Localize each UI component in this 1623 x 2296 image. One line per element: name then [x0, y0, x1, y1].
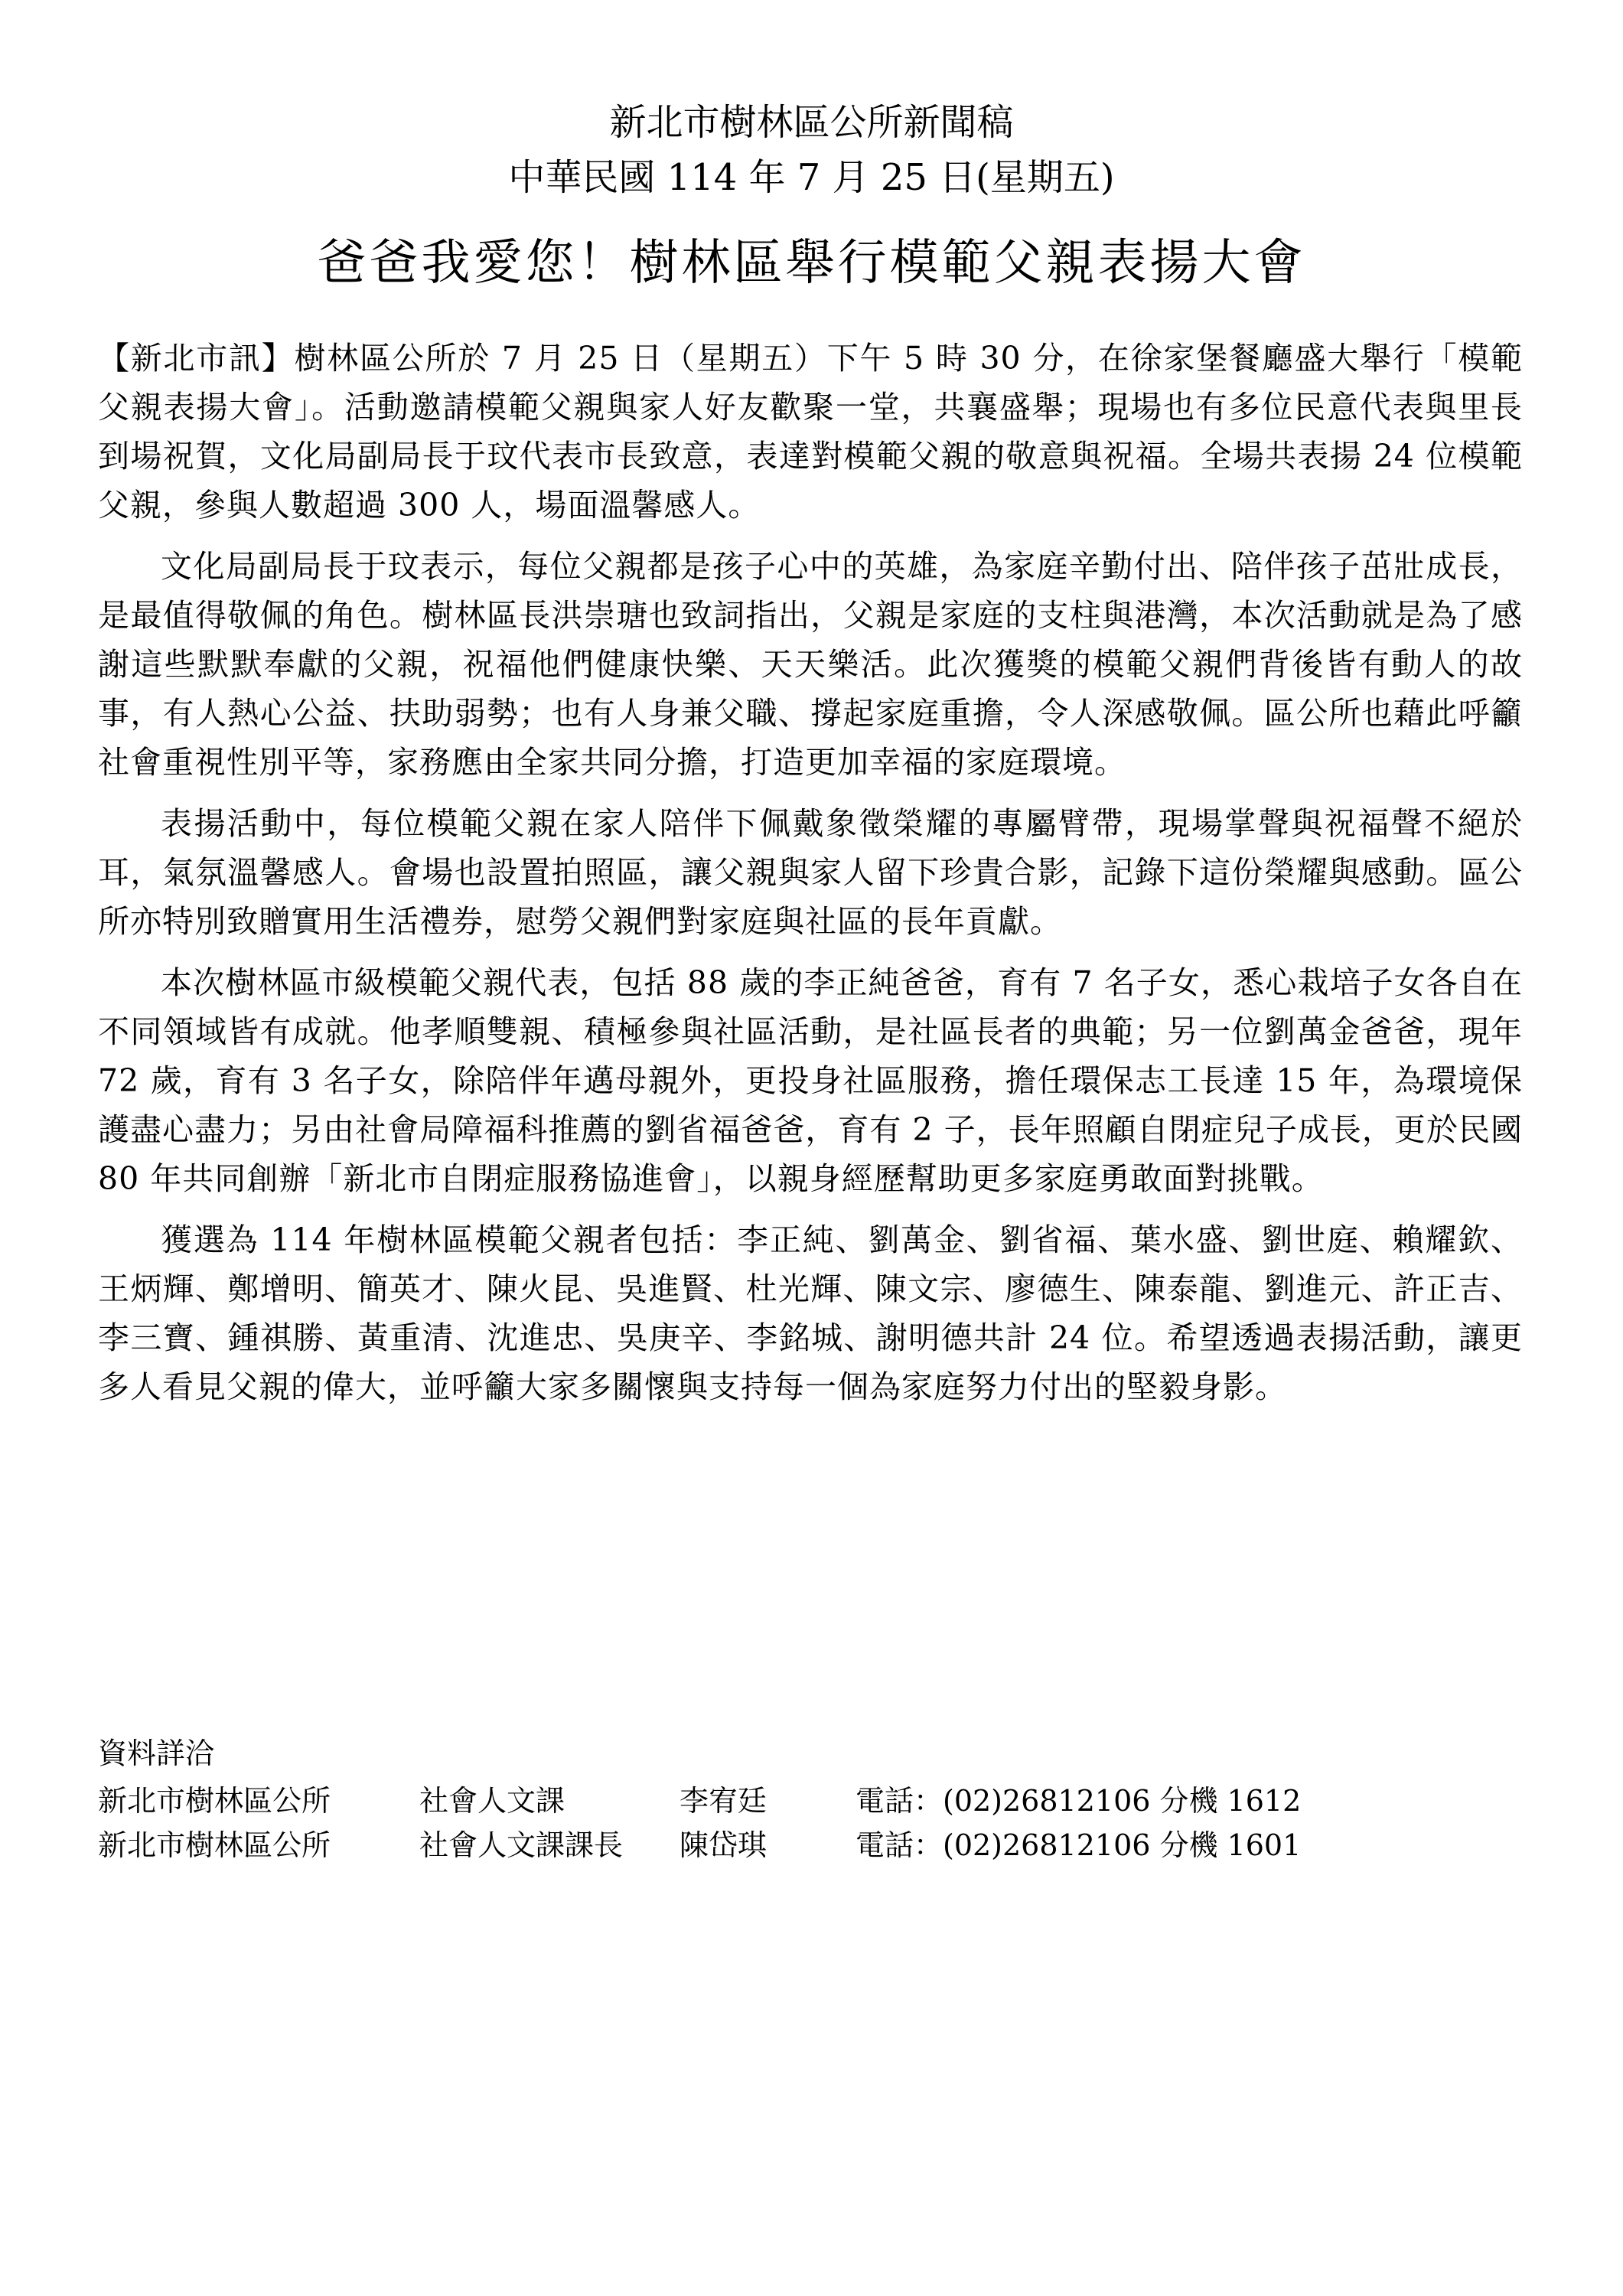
contact-unit: 社會人文課	[419, 1784, 565, 1818]
contact-row	[98, 1823, 1523, 1867]
paragraph-honoree-list: 獲選為 114 年樹林區模範父親者包括：李正純、劉萬金、劉省福、葉水盛、劉世庭、賴耀欽、王炳輝、鄭增明、簡英才、陳火昆、吳進賢、杜光輝、陳文宗、廖德生、陳泰龍、劉進元、許正吉、李三寶、鍾祺勝、黃重清、沈進忠、吳庚辛、李銘城、謝明德共計 24 位。希望透過表揚活動，讓更多人看見父親的偉大，並呼籲大家多關懷與支持每一個為家庭努力付出的堅毅身影。	[98, 1221, 1523, 1405]
contact-phone: 電話：(02)26812106 分機 1612	[855, 1784, 1302, 1818]
paragraph-ceremony: 表揚活動中，每位模範父親在家人陪伴下佩戴象徵榮耀的專屬臂帶，現場掌聲與祝福聲不絕於耳，氣氛溫馨感人。會場也設置拍照區，讓父親與家人留下珍貴合影，記錄下這份榮耀與感動。區公所亦特別致贈實用生活禮券，慰勞父親們對家庭與社區的長年貢獻。	[98, 805, 1523, 940]
contact-org: 新北市樹林區公所	[98, 1828, 331, 1862]
paragraph-quotes: 文化局副局長于玟表示，每位父親都是孩子心中的英雄，為家庭辛勤付出、陪伴孩子茁壯成長，是最值得敬佩的角色。樹林區長洪崇瑭也致詞指出，父親是家庭的支柱與港灣，本次活動就是為了感謝這些默默奉獻的父親，祝福他們健康快樂、天天樂活。此次獲獎的模範父親們背後皆有動人的故事，有人熱心公益、扶助弱勢；也有人身兼父職、撐起家庭重擔，令人深感敬佩。區公所也藉此呼籲社會重視性別平等，家務應由全家共同分擔，打造更加幸福的家庭環境。	[98, 548, 1523, 781]
paragraph-lead: 【新北市訊】樹林區公所於 7 月 25 日（星期五）下午 5 時 30 分，在徐家堡餐廳盛大舉行「模範父親表揚大會」。活動邀請模範父親與家人好友歡聚一堂，共襄盛舉；現場也有多位民意代表與里長到場祝賀，文化局副局長于玟代表市長致意，表達對模範父親的敬意與祝福。全場共表揚 24 位模範父親，參與人數超過 300 人，場面溫馨感人。	[98, 340, 1523, 523]
contact-phone: 電話：(02)26812106 分機 1601	[855, 1828, 1302, 1862]
headline: 爸爸我愛您！樹林區舉行模範父親表揚大會	[317, 235, 1306, 292]
contact-title: 資料詳洽	[98, 1737, 215, 1770]
contact-name: 陳岱琪	[680, 1828, 768, 1862]
contact-org: 新北市樹林區公所	[98, 1784, 331, 1818]
contact-row	[98, 1779, 1523, 1823]
paragraph-representatives: 本次樹林區市級模範父親代表，包括 88 歲的李正純爸爸，育有 7 名子女，悉心栽培子女各自在不同領域皆有成就。他孝順雙親、積極參與社區活動，是社區長者的典範；另一位劉萬金爸爸，現年 72 歲，育有 3 名子女，除陪伴年邁母親外，更投身社區服務，擔任環保志工長達 15 年，為環境保護盡心盡力；另由社會局障福科推薦的劉省福爸爸，育有 2 子，長年照顧自閉症兒子成長，更於民國 80 年共同創辦「新北市自閉症服務協進會」，以親身經歷幫助更多家庭勇敢面對挑戰。	[98, 964, 1523, 1197]
article-body	[98, 334, 1523, 1424]
contact-name: 李宥廷	[680, 1784, 768, 1818]
release-date: 中華民國 114 年 7 月 25 日(星期五)	[508, 156, 1115, 199]
agency-title: 新北市樹林區公所新聞稿	[609, 101, 1014, 144]
contact-info	[98, 1731, 1523, 1867]
contact-unit: 社會人文課課長	[419, 1828, 624, 1862]
